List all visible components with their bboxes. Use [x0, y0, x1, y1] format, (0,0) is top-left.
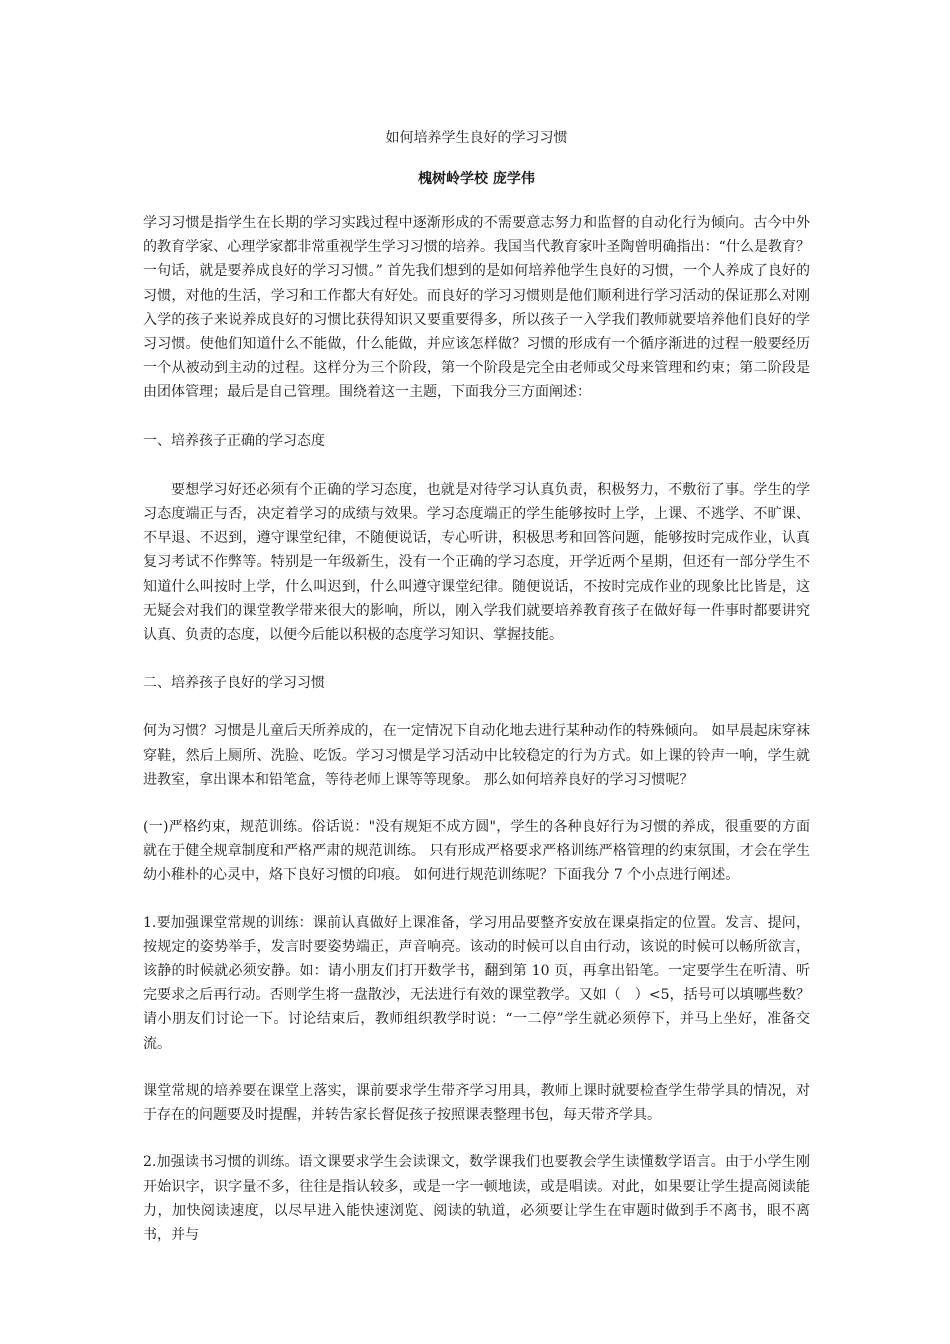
section-1-body: 要想学习好还必须有个正确的学习态度，也就是对待学习认真负责，积极努力，不敷衍了事。学生的学习态度端正与否，决定着学习的成绩与效果。学习态度端正的学生能够按时上学，上课、不逃学、不旷课、不早退、不迟到，遵守课堂纪律，不随便说话，专心听讲，积极思考和回答问题，能够按时完成作业，认真复习考试不作弊等。特别是一年级新生，没有一个正确的学习态度，开学近两个星期，但还有一部分学生不知道什么叫按时上学，什么叫迟到，什么叫遵守课堂纪律。随便说话，不按时完成作业的现象比比皆是，这无疑会对我们的课堂教学带来很大的影响，所以，刚入学我们就要培养教育孩子在做好每一件事时都要讲究认真、负责的态度，以便今后能以积极的态度学习知识、掌握技能。 — [143, 481, 810, 644]
document-page — [143, 128, 810, 1247]
point-1-paragraph: 1.要加强课堂常规的训练：课前认真做好上课准备，学习用品要整齐安放在课桌指定的位置。发言、提问，按规定的姿势举手，发言时要姿势端正，声音响亮。该动的时候可以自由行动，该说的时候可以畅所欲言，该静的时候就必须安静。如：请小朋友们打开数学书，翻到第 10 页，再拿出铅笔。一定要学生在听清、听完要求之后再行动。否则学生将一盘散沙，无法进行有效的课堂教学。又如（ ）<5，括号可以填哪些数？请小朋友们讨论一下。讨论结束后，教师组织教学时说：“一二停”学生就必须停下，并马上坐好，准备交流。 — [143, 914, 810, 1052]
document-title: 如何培养学生良好的学习习惯 — [385, 130, 568, 146]
section-2-intro: 何为习惯？习惯是儿童后天所养成的，在一定情况下自动化地去进行某种动作的特殊倾向。 如早晨起床穿袜穿鞋，然后上厕所、洗脸、吃饭。学习习惯是学习活动中比较稳定的行为方式。如上课的铃声一响，学生就进教室，拿出课本和铅笔盒，等待老师上课等等现象。 那么如何培养良好的学习习惯呢？ — [143, 723, 810, 788]
section-2-heading: 二、培养孩子良好的学习习惯 — [143, 675, 325, 692]
subsection-1-paragraph: (一)严格约束，规范训练。俗话说："没有规矩不成方圆"，学生的各种良好行为习惯的养成，很重要的方面就在于健全规章制度和严格严肃的规范训练。 只有形成严格要求严格训练严格管理的约束氛围，才会在学生幼小稚朴的心灵中，烙下良好习惯的印痕。 如何进行规范训练呢？下面我分 7 个小点进行阐述。 — [143, 819, 810, 884]
intro-paragraph: 学习习惯是指学生在长期的学习实践过程中逐渐形成的不需要意志努力和监督的自动化行为倾向。古今中外的教育学家、心理学家都非常重视学生学习习惯的培养。我国当代教育家叶圣陶曾明确指出：“什么是教育？一句话，就是要养成良好的学习习惯。” 首先我们想到的是如何培养他学生良好的习惯，一个人养成了良好的习惯，对他的生活，学习和工作都大有好处。而良好的学习习惯则是他们顺利进行学习活动的保证那么对刚入学的孩子来说养成良好的习惯比获得知识又要重要得多，所以孩子一入学我们教师就要培养他们良好的学习习惯。使他们知道什么不能做，什么能做，并应该怎样做？习惯的形成有一个循序渐进的过程一般要经历一个从被动到主动的过程。这样分为三个阶段，第一个阶段是完全由老师或父母来管理和约束；第二阶段是由团体管理；最后是自己管理。围绕着这一主题，下面我分三方面阐述： — [143, 215, 810, 401]
point-2-paragraph: 2.加强读书习惯的训练。语文课要求学生会读课文，数学课我们也要教会学生读懂数学语言。由于小学生刚开始识字，识字量不多，往往是指认较多，或是一字一顿地读，或是唱读。对此，如果要让学生提高阅读能力，加快阅读速度，以尽早进入能快速浏览、阅读的轨道，必须要让学生在审题时做到手不离书，眼不离书，并与 — [143, 1154, 810, 1243]
document-author: 槐树岭学校 庞学伟 — [418, 171, 535, 187]
point-1-followup-paragraph: 课堂常规的培养要在课堂上落实，课前要求学生带齐学习用具，教师上课时就要检查学生带学具的情况，对于存在的问题要及时提醒，并转告家长督促孩子按照课表整理书包，每天带齐学具。 — [143, 1082, 810, 1124]
section-1-heading: 一、培养孩子正确的学习态度 — [143, 432, 325, 449]
